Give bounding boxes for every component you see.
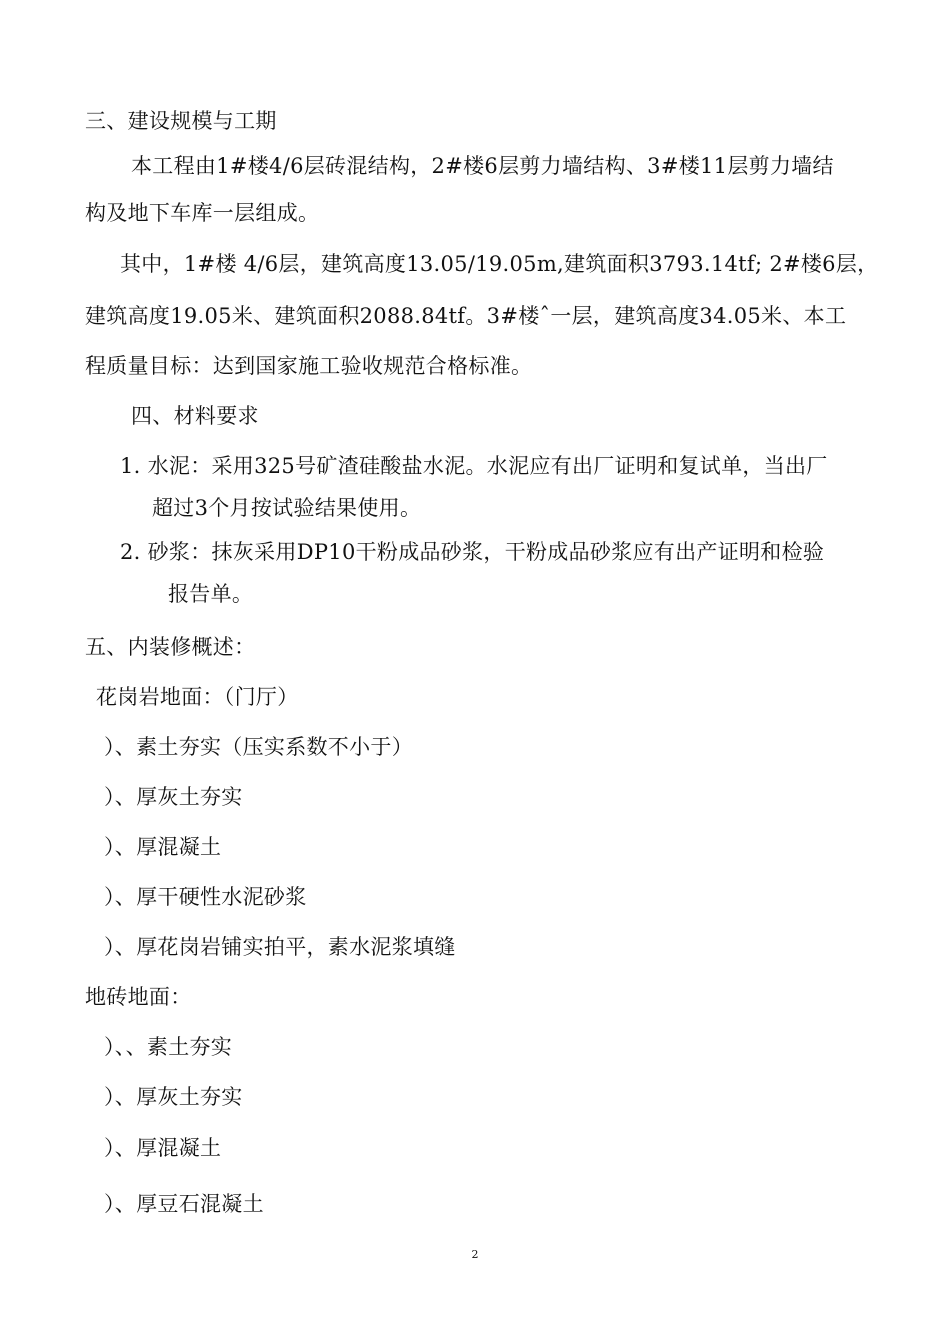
section-heading-4: 四、材料要求 (131, 404, 259, 428)
list-item: ）、厚混凝土 (104, 1136, 222, 1160)
list-item: 1. 水泥：采用325号矿渣硅酸盐水泥。水泥应有出厂证明和复试单，当出厂 (120, 454, 828, 478)
list-item: ）、厚灰土夯实 (104, 785, 243, 809)
list-item-continuation: 报告单。 (168, 582, 254, 606)
paragraph-line: 其中，1#楼 4/6层，建筑高度13.05/19.05m,建筑面积3793.14tf; 2#楼6层， (120, 252, 879, 276)
subheading: 花岗岩地面：（门厅） (96, 685, 299, 709)
subheading: 地砖地面： (85, 985, 192, 1009)
list-item: 2. 砂浆：抹灰采用DP10干粉成品砂浆，干粉成品砂浆应有出产证明和检验 (120, 540, 825, 564)
list-item: ）、素土夯实（压实系数不小于） (104, 735, 413, 759)
list-item: ）、厚干硬性水泥砂浆 (104, 885, 307, 909)
list-item-continuation: 超过3个月按试验结果使用。 (152, 496, 422, 520)
page-number: 2 (471, 1248, 479, 1261)
section-heading-5: 五、内装修概述： (85, 635, 256, 659)
paragraph-line: 建筑高度19.05米、建筑面积2088.84tf。3#楼ˆ一层，建筑高度34.05米、本工 (85, 304, 847, 328)
list-item: ）、厚花岗岩铺实拍平，素水泥浆填缝 (104, 935, 456, 959)
list-item: ）、厚豆石混凝土 (104, 1192, 264, 1216)
list-item: ）、厚混凝土 (104, 835, 222, 859)
paragraph-line: 程质量目标：达到国家施工验收规范合格标准。 (85, 354, 533, 378)
paragraph-line: 本工程由1#楼4/6层砖混结构，2#楼6层剪力墙结构、3#楼11层剪力墙结 (131, 154, 834, 178)
list-item: ）、、素土夯实 (104, 1035, 233, 1059)
paragraph-line: 构及地下车库一层组成。 (85, 201, 320, 225)
section-heading-3: 三、建设规模与工期 (85, 109, 277, 133)
list-item: ）、厚灰土夯实 (104, 1085, 243, 1109)
